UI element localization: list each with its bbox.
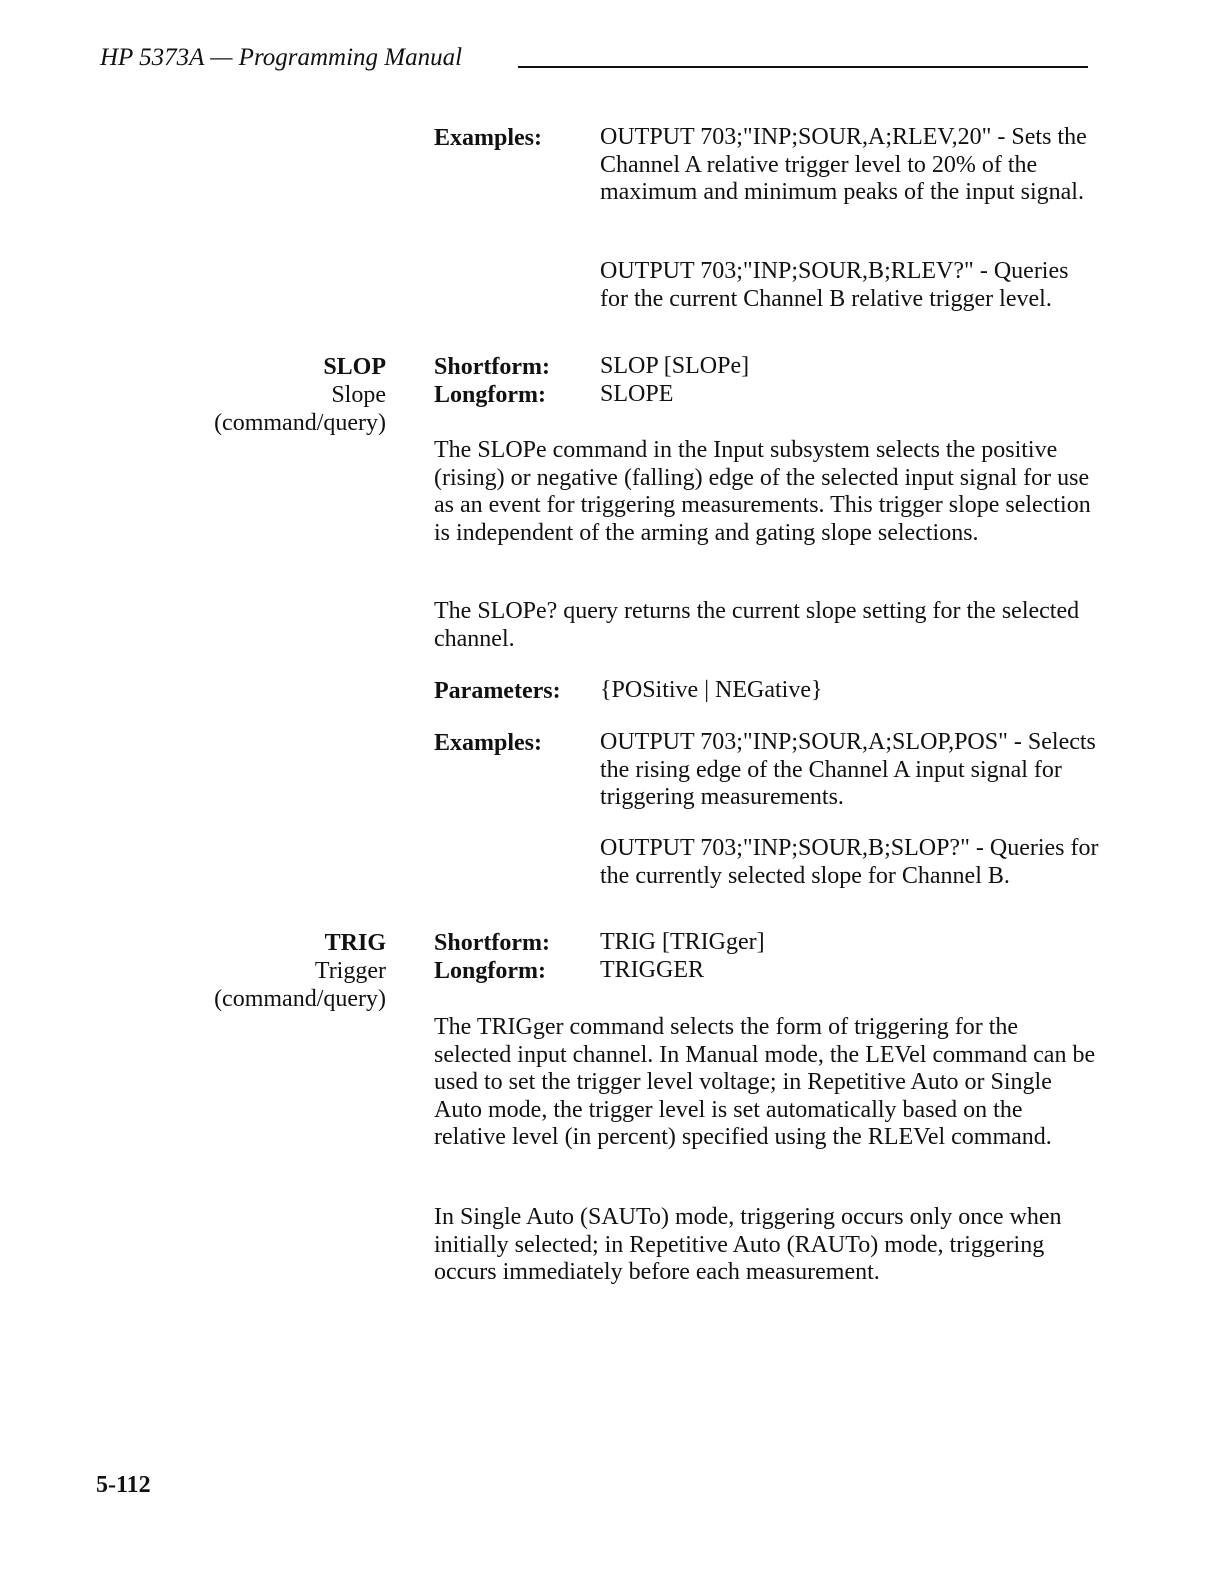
slop-example-1: OUTPUT 703;"INP;SOUR,A;SLOP,POS" - Selects the rising edge of the Channel A input signal for triggering measurements. xyxy=(600,729,1096,810)
trig-side-heading xyxy=(126,929,386,1013)
slop-type: (command/query) xyxy=(214,410,386,436)
slop-longform: SLOPE xyxy=(600,381,674,407)
trig-longname: Trigger xyxy=(314,958,386,984)
trig-type: (command/query) xyxy=(214,986,386,1012)
slop-parameters: {POSitive | NEGative} xyxy=(600,677,823,703)
trig-shortform: TRIG [TRIGger] xyxy=(600,929,765,955)
slop-description: The SLOPe command in the Input subsystem selects the positive (rising) or negative (falling) edge of the selected input signal for use as an event for triggering measurements. This trigger slope selection is independent of the arming and gating slope selections. xyxy=(434,437,1091,546)
trig-description: The TRIGger command selects the form of triggering for the selected input channel. In Manual mode, the LEVel command can be used to set the trigger level voltage; in Repetitive Auto or Single Auto mode, the trigger level is set automatically based on the relative level (in percent) specified using the RLEVel command. xyxy=(434,1014,1096,1150)
page-number: 5-112 xyxy=(96,1472,151,1498)
slop-query-description: The SLOPe? query returns the current slope setting for the selected channel. xyxy=(434,598,1080,652)
slop-example-2: OUTPUT 703;"INP;SOUR,B;SLOP?" - Queries for the currently selected slope for Channel B. xyxy=(600,835,1099,889)
slop-examples-label: Examples: xyxy=(434,730,542,756)
trig-name: TRIG xyxy=(324,930,386,956)
trig-longform: TRIGGER xyxy=(600,957,704,983)
manual-title: HP 5373A — Programming Manual xyxy=(100,44,463,71)
trig-longform-label: Longform: xyxy=(434,958,546,984)
slop-side-heading xyxy=(126,353,386,437)
rlev-example-2: OUTPUT 703;"INP;SOUR,B;RLEV?" - Queries for the current Channel B relative trigger level. xyxy=(600,258,1069,312)
slop-shortform-label: Shortform: xyxy=(434,354,550,380)
slop-name: SLOP xyxy=(323,354,386,380)
rlev-examples-label: Examples: xyxy=(434,125,542,151)
trig-shortform-label: Shortform: xyxy=(434,930,550,956)
page-header xyxy=(100,44,1088,84)
slop-longname: Slope xyxy=(331,382,386,408)
rlev-example-1: OUTPUT 703;"INP;SOUR,A;RLEV,20" - Sets the Channel A relative trigger level to 20% of the maximum and minimum peaks of the input signal. xyxy=(600,124,1087,205)
slop-shortform: SLOP [SLOPe] xyxy=(600,353,750,379)
trig-mode-description: In Single Auto (SAUTo) mode, triggering occurs only once when initially selected; in Repetitive Auto (RAUTo) mode, triggering occurs immediately before each measurement. xyxy=(434,1204,1062,1285)
header-rule xyxy=(518,66,1088,68)
slop-longform-label: Longform: xyxy=(434,382,546,408)
slop-parameters-label: Parameters: xyxy=(434,678,561,704)
